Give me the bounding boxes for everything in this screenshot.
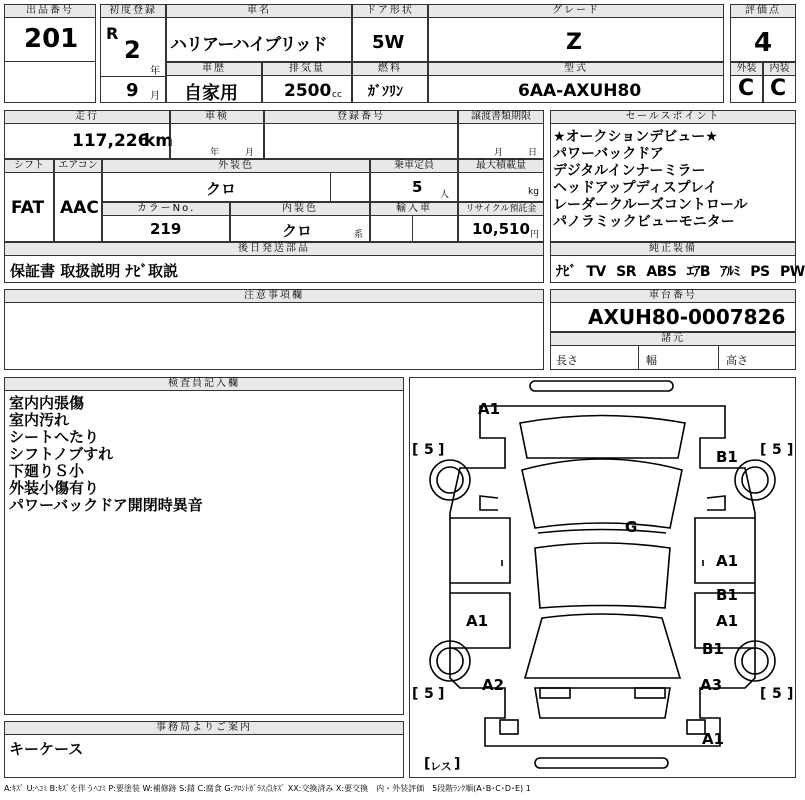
sales-points-label: セールスポイント [550,110,796,124]
capacity-unit: 人 [440,190,450,200]
office-label: 事務局よりご案内 [4,721,404,735]
later-parts: 保証書 取扱説明 ﾅﾋﾞ取説 [10,262,178,280]
displacement: 2500 [284,81,332,101]
spec-width: 幅 [646,354,657,367]
notes-label: 注意事項欄 [4,289,544,303]
sales-point-item: パノラミックビューモニター [553,214,735,230]
first-reg-year: 2 [124,36,141,64]
equipment-item: ｱﾙﾐ [720,264,740,280]
interior-score: C [770,76,787,101]
svg-text:]: ] [454,756,461,772]
car-name: ハリアーハイブリッド [170,35,327,55]
recycle-label: リサイクル預託金 [458,202,544,216]
inspection-month: 月 [245,148,255,158]
score: 4 [754,28,773,58]
svg-text:[: [ [412,442,419,458]
mark-roof: G [625,518,638,536]
lot-lower-box [4,61,96,103]
score-label: 評価点 [730,4,796,18]
svg-text:]: ] [787,686,794,702]
svg-text:[: [ [412,686,419,702]
office-text: キーケース [9,740,84,758]
shift-label: シフト [4,159,54,173]
capacity-label: 乗車定員 [370,159,458,173]
model: 6AA-AXUH80 [518,81,642,101]
later-parts-label: 後日発送部品 [4,242,544,256]
fuel: ｶﾞｿﾘﾝ [368,84,403,100]
deadline-day: 日 [528,148,538,158]
equipment-item: ABS [646,264,677,280]
color-no-label: カラーNo. [102,202,230,216]
mark-rear-left: A2 [482,676,505,694]
grade: Z [566,30,582,55]
svg-text:]: ] [438,686,445,702]
model-label: 型式 [428,62,724,76]
mark-right-rear-door-2: A1 [716,612,739,630]
first-reg-month: 9 [126,80,139,101]
svg-text:[: [ [760,686,767,702]
capacity: 5 [412,178,423,196]
sales-point-item: デジタルインナーミラー [553,163,706,179]
inspector-item: 外装小傷有り [9,479,100,497]
int-color-label: 内装色 [230,202,370,216]
history-label: 車歴 [166,62,262,76]
inspection-label: 車検 [170,110,264,124]
sales-point-item: ヘッドアップディスプレイ [553,180,718,196]
year-unit: 年 [150,66,160,77]
exterior-label: 外装 [730,62,763,76]
equipment-item: SR [616,264,637,280]
color-no: 219 [150,220,182,238]
svg-text:]: ] [438,442,445,458]
equipment-item: ﾅﾋﾞ [556,264,576,280]
tire-rear-right: 5 [772,686,782,702]
interior-label: 内装 [763,62,796,76]
mileage-label: 走行 [4,110,170,124]
inspector-item: 室内汚れ [9,411,70,429]
sales-points-list [553,129,748,231]
max-load-label: 最大積載量 [458,159,544,173]
sales-point-item: レーダークルーズコントロール [553,197,748,213]
door-label: ドア形状 [352,4,428,18]
mark-left-rear-door: A1 [466,612,489,630]
ac: AAC [60,198,99,218]
shift: FAT [11,198,45,218]
spec-box [550,345,796,370]
mark-rear-bumper: A1 [702,730,725,748]
displacement-label: 排気量 [262,62,352,76]
inspection-year: 年 [210,148,220,158]
deadline-month: 月 [494,148,504,158]
max-load-unit: kg [528,187,539,197]
lot-number: 201 [24,24,79,54]
deadline-label: 譲渡書類期限 [458,110,544,124]
ext-color-label: 外装色 [102,159,370,173]
first-reg-label: 初度登録 [100,4,166,18]
chassis-label: 車台番号 [550,289,796,303]
reg-no-box [264,123,458,159]
inspector-item: パワーバックドア開閉時異音 [9,496,203,514]
chassis-number: AXUH80-0007826 [588,305,786,329]
mileage-unit: km [144,131,174,151]
spec-label: 諸元 [550,332,796,346]
mark-rear-right: A3 [700,676,723,694]
fuel-label: 燃料 [352,62,428,76]
grade-label: グレード [428,4,724,18]
sales-point-item: ★オークションデビュー★ [553,129,718,145]
exterior-score: C [738,76,755,101]
inspector-label: 検査員記入欄 [4,377,404,391]
era: R [106,24,119,43]
import-box [370,215,458,242]
svg-text:[: [ [424,756,431,772]
mark-front-right-fender: B1 [716,448,738,466]
equipment-item: TV [586,264,606,280]
tire-rear-left: 5 [424,686,434,702]
int-color-unit: 系 [354,230,364,240]
inspector-item: シフトノブすれ [9,445,114,463]
tire-spare: レス [430,760,452,773]
equipment-item: ｴｱB [686,264,711,280]
reg-no-label: 登録番号 [264,110,458,124]
tire-front-left: 5 [424,442,434,458]
month-unit: 月 [150,91,160,102]
ext-color: クロ [206,180,237,198]
int-color: クロ [282,222,313,240]
mileage: 117,226 [72,131,150,151]
ac-label: エアコン [54,159,102,173]
inspector-item: 下廻りＳ小 [9,462,85,480]
recycle: 10,510 [472,220,530,238]
inspector-list [9,395,203,514]
spec-height: 高さ [726,354,748,367]
svg-text:[: [ [760,442,767,458]
svg-text:]: ] [787,442,794,458]
inspector-item: 室内内張傷 [9,394,85,412]
equipment-list [556,261,805,281]
displacement-unit: cc [332,90,342,100]
mark-right-rear-door: B1 [716,586,738,604]
recycle-unit: 円 [530,230,540,240]
equipment-label: 純正装備 [550,242,796,256]
mark-rear-right-fender: B1 [702,640,724,658]
sales-point-item: パワーバックドア [553,146,664,162]
inspector-item: シートへたり [9,428,100,446]
legend: A:ｷｽﾞ U:ﾍｺﾐ B:ｷｽﾞを伴うﾍｺﾐ P:要塗装 W:補修跡 S:錆 C:腐食 G:ﾌﾛﾝﾄｶﾞﾗｽ点ｷｽﾞ XX:交換済み X:要交換 内・外装評価 5段階ﾗﾝｸ順(A･B･C･D･E) 1 [4,784,531,793]
equipment-item: PW [780,264,805,280]
notes-box [4,302,544,370]
lot-label: 出品番号 [4,4,96,18]
mark-front-bumper: A1 [478,400,501,418]
car-diagram [410,378,795,777]
spec-length: 長さ [556,354,578,367]
tire-front-right: 5 [772,442,782,458]
import-label: 輸入車 [370,202,458,216]
door-type: 5W [372,32,405,53]
mark-right-front-door: A1 [716,552,739,570]
history: 自家用 [184,83,238,104]
car-name-label: 車名 [166,4,352,18]
equipment-item: PS [750,264,770,280]
